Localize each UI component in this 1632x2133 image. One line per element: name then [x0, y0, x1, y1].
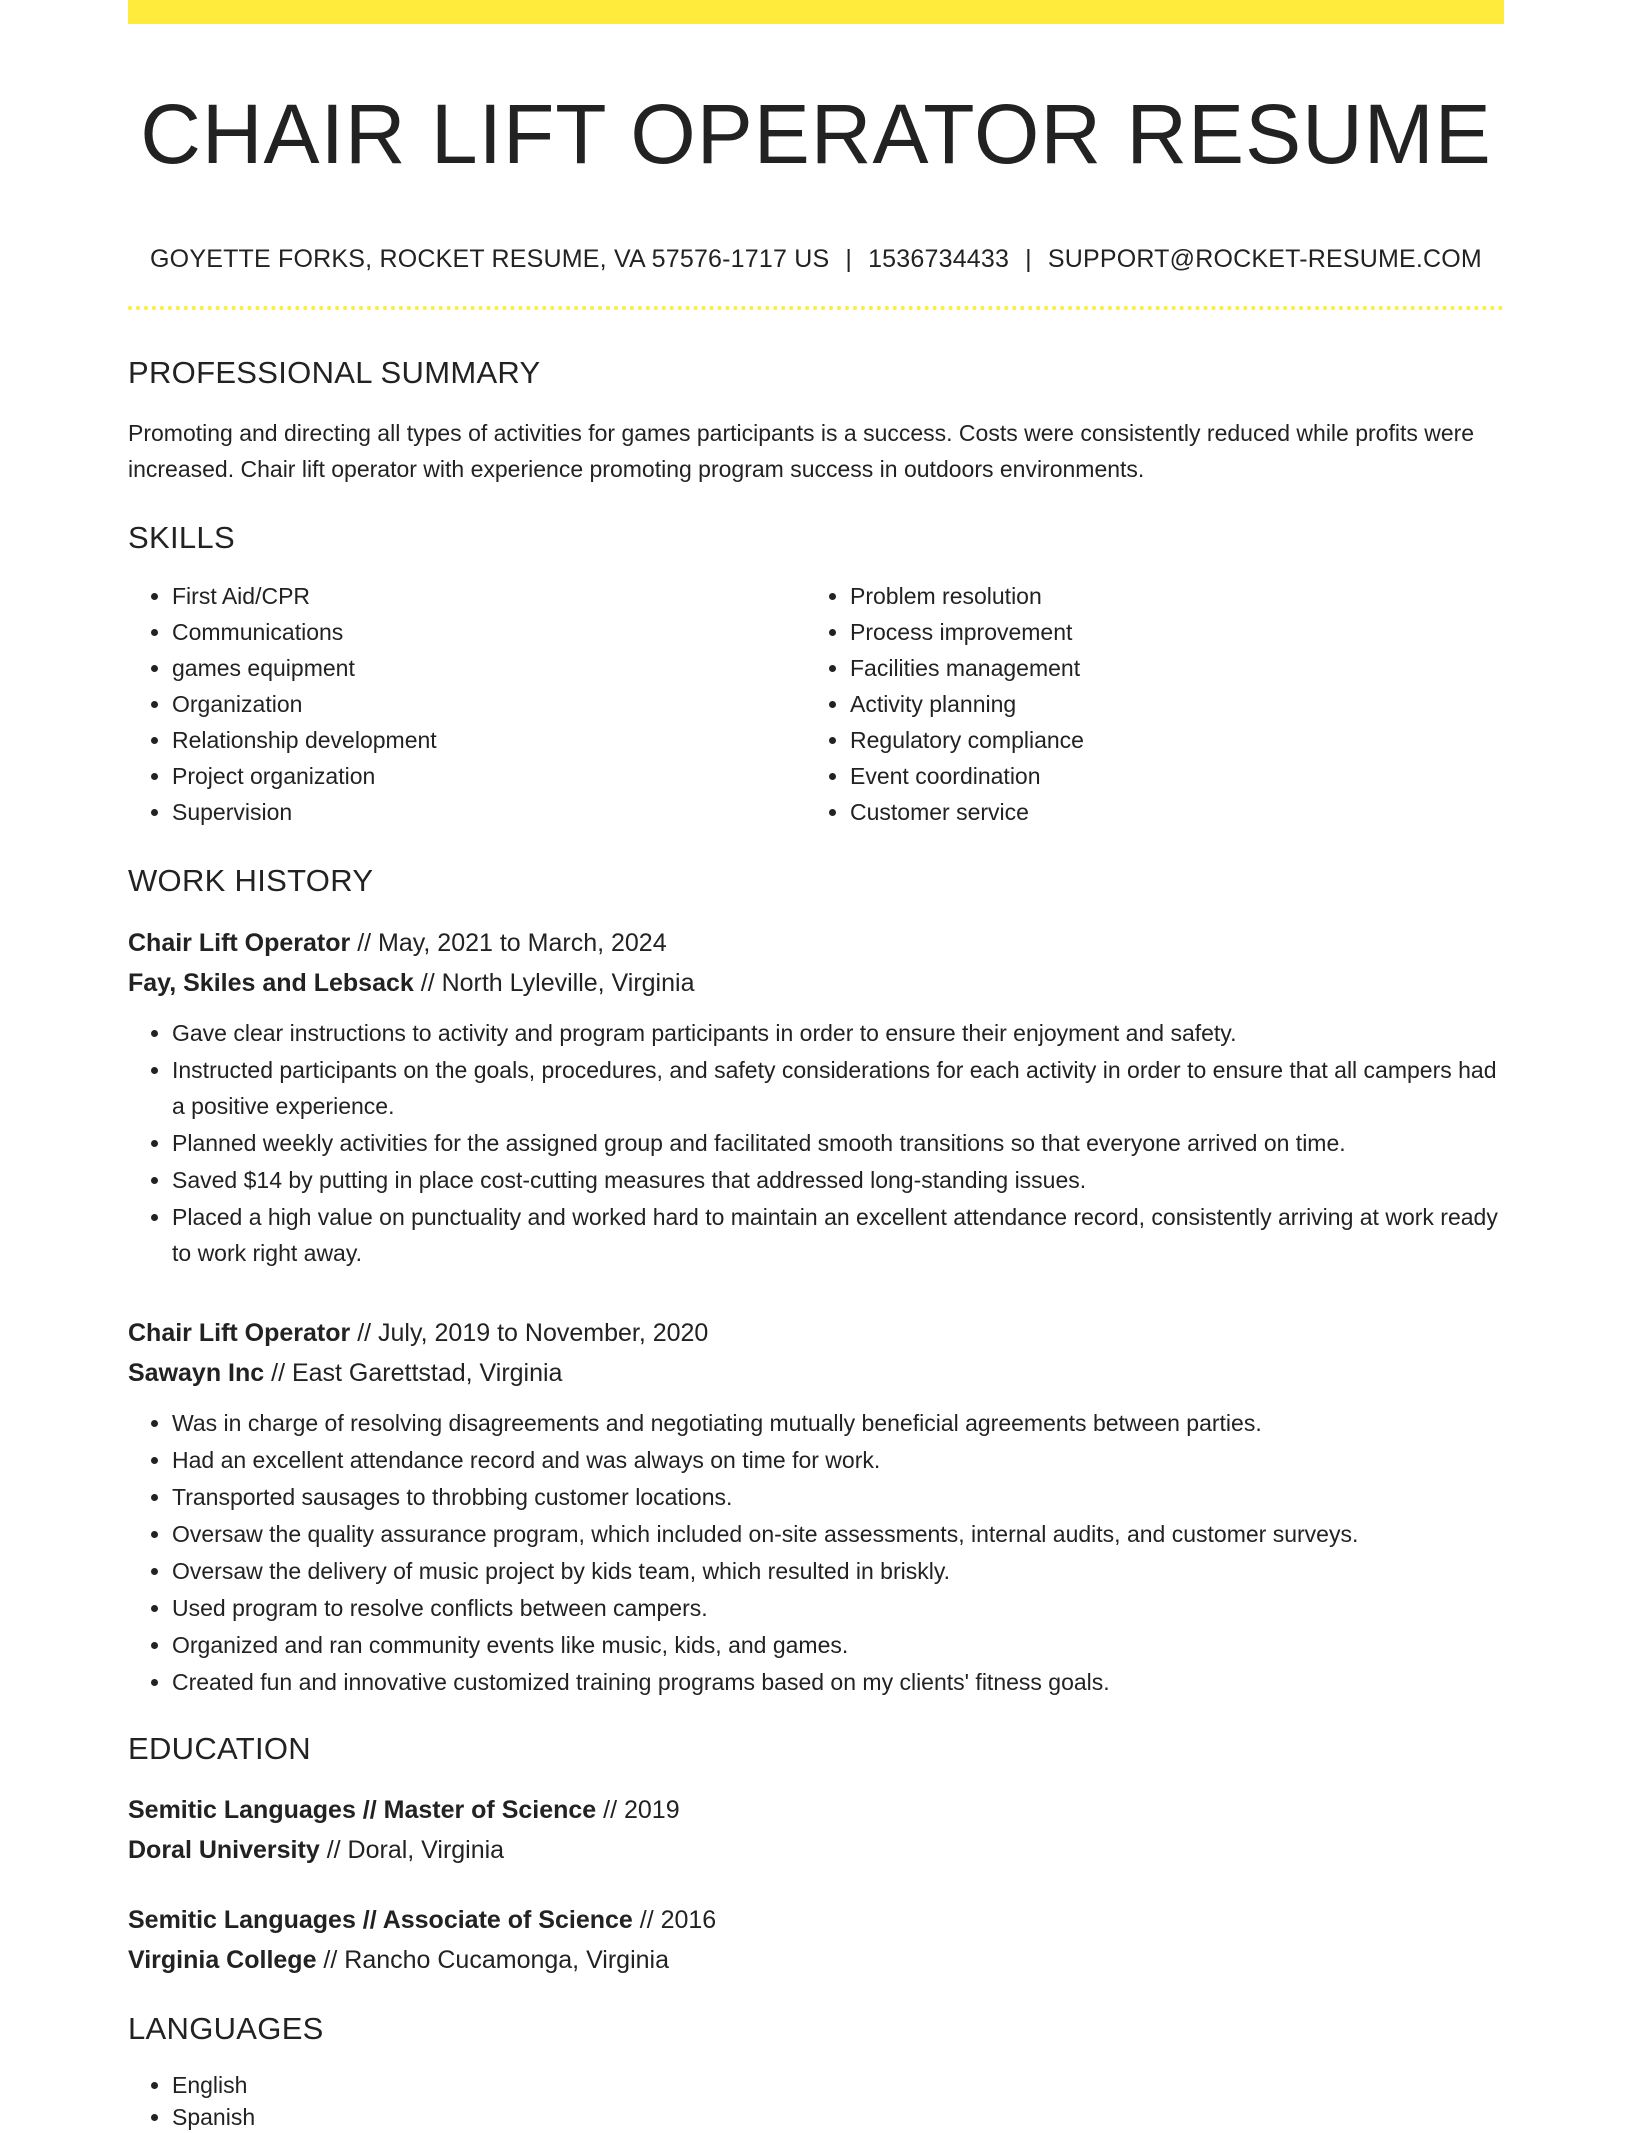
skill-item: • Supervision: [172, 794, 806, 830]
education-location: // Doral, Virginia: [319, 1835, 505, 1864]
skill-item: • Process improvement: [850, 614, 1450, 650]
job-dates: // May, 2021 to March, 2024: [350, 929, 667, 958]
education-degree-line: [128, 1900, 1504, 1940]
job-bullet: • Created fun and innovative customized training programs based on my clients' fitness goals.: [172, 1664, 1504, 1700]
skill-item: • Relationship development: [172, 722, 806, 758]
job-bullet: • Was in charge of resolving disagreements and negotiating mutually beneficial agreements between parties.: [172, 1405, 1504, 1441]
education-school: Virginia College: [128, 1945, 317, 1974]
resume-page: [128, 0, 1504, 2133]
job-bullet: • Organized and ran community events like music, kids, and games.: [172, 1627, 1504, 1663]
skill-item: • Customer service: [850, 794, 1450, 830]
job-bullet: • Transported sausages to throbbing customer locations.: [172, 1479, 1504, 1515]
contact-address: GOYETTE FORKS, ROCKET RESUME, VA 57576-1717 US: [150, 244, 830, 273]
education-entry: [128, 1790, 1504, 1870]
contact-line: [128, 245, 1504, 274]
education-year: // 2016: [632, 1905, 717, 1934]
skills-list-left: [128, 578, 806, 830]
education-degree: Semitic Languages // Master of Science: [128, 1795, 597, 1824]
education-degree-line: [128, 1790, 1504, 1830]
job-bullet: • Oversaw the quality assurance program, which included on-site assessments, internal audits, and customer surveys.: [172, 1516, 1504, 1552]
skill-item: • Facilities management: [850, 650, 1450, 686]
skill-item: • Event coordination: [850, 758, 1450, 794]
skill-item: • Activity planning: [850, 686, 1450, 722]
job-bullet: • Had an excellent attendance record and was always on time for work.: [172, 1442, 1504, 1478]
job-location: // North Lyleville, Virginia: [413, 969, 695, 998]
languages-list: [128, 2069, 1504, 2133]
dotted-divider: [128, 306, 1504, 310]
job-bullet: • Placed a high value on punctuality and worked hard to maintain an excellent attendance record, consistently arriving at work ready to work right away.: [172, 1199, 1504, 1271]
work-history-heading: WORK HISTORY: [128, 863, 374, 899]
skill-item: • Problem resolution: [850, 578, 1450, 614]
skills-heading: SKILLS: [128, 519, 235, 555]
skill-item: • First Aid/CPR: [172, 578, 806, 614]
education-location: // Rancho Cucamonga, Virginia: [316, 1945, 669, 1974]
education-entry: [128, 1900, 1504, 1980]
language-item: • English: [172, 2069, 1504, 2101]
job-entry: [128, 1313, 1504, 1700]
job-company: Sawayn Inc: [128, 1359, 265, 1388]
skill-item: • Project organization: [172, 758, 806, 794]
job-bullet: • Used program to resolve conflicts between campers.: [172, 1590, 1504, 1626]
job-entry: [128, 923, 1504, 1271]
education-school: Doral University: [128, 1835, 320, 1864]
job-bullet: • Saved $14 by putting in place cost-cutting measures that addressed long-standing issues.: [172, 1162, 1504, 1198]
education-year: // 2019: [596, 1795, 680, 1824]
language-item: • Spanish: [172, 2101, 1504, 2133]
education-school-line: [128, 1830, 1504, 1870]
accent-top-bar: [128, 0, 1504, 24]
skills-list-right: [806, 578, 1450, 830]
job-bullet: • Gave clear instructions to activity and program participants in order to ensure their enjoyment and safety.: [172, 1015, 1504, 1051]
job-title: Chair Lift Operator: [128, 929, 351, 958]
job-bullets: [128, 1015, 1504, 1271]
page-title: CHAIR LIFT OPERATOR RESUME: [140, 87, 1492, 181]
education-heading: EDUCATION: [128, 1731, 311, 1767]
contact-separator: |: [845, 244, 853, 273]
skills-columns: [128, 578, 1504, 830]
education-degree: Semitic Languages // Associate of Science: [128, 1905, 633, 1934]
contact-separator: |: [1025, 244, 1032, 273]
education-school-line: [128, 1940, 1504, 1980]
job-bullet: • Instructed participants on the goals, procedures, and safety considerations for each activity in order to ensure that all campers had a positive experience.: [172, 1052, 1504, 1124]
skill-item: • Regulatory compliance: [850, 722, 1450, 758]
contact-email: SUPPORT@ROCKET-RESUME.COM: [1047, 244, 1482, 273]
summary-text: Promoting and directing all types of activities for games participants is a success. Costs were consistently reduced while profits were increased. Chair lift operator with experience promoting program success in outdoors environments.: [128, 419, 1475, 482]
job-bullets: [128, 1405, 1504, 1700]
job-company: Fay, Skiles and Lebsack: [128, 969, 414, 998]
skill-item: • Organization: [172, 686, 806, 722]
job-bullet: • Planned weekly activities for the assigned group and facilitated smooth transitions so that everyone arrived on time.: [172, 1125, 1504, 1161]
summary-heading: PROFESSIONAL SUMMARY: [128, 354, 541, 390]
job-bullet: • Oversaw the delivery of music project by kids team, which resulted in briskly.: [172, 1553, 1504, 1589]
skill-item: • Communications: [172, 614, 806, 650]
contact-phone: 1536734433: [868, 244, 1010, 273]
job-company-line: [128, 963, 1504, 1003]
job-location: // East Garettstad, Virginia: [264, 1359, 563, 1388]
skill-item: • games equipment: [172, 650, 806, 686]
job-title: Chair Lift Operator: [128, 1319, 351, 1348]
job-company-line: [128, 1353, 1504, 1393]
job-dates: // July, 2019 to November, 2020: [350, 1319, 709, 1348]
job-title-line: [128, 1313, 1504, 1353]
languages-heading: LANGUAGES: [128, 2010, 324, 2046]
job-title-line: [128, 923, 1504, 963]
